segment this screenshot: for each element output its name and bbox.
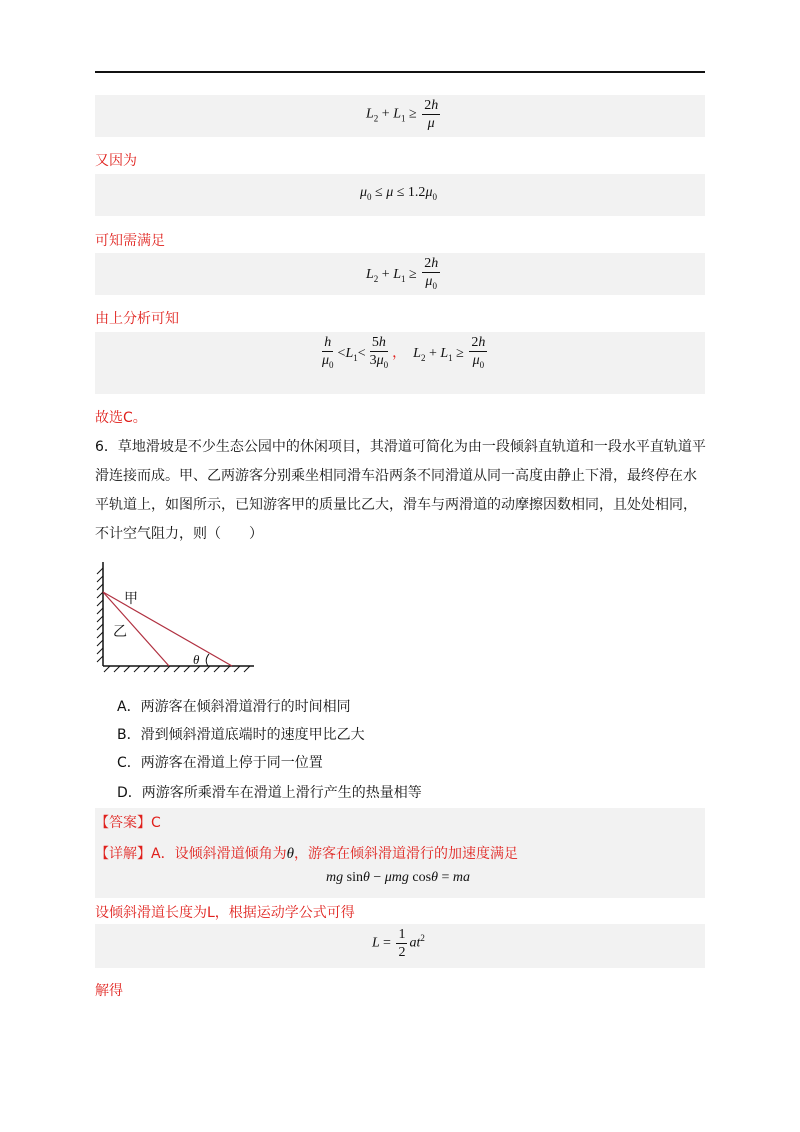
label-yi: 乙 (113, 624, 127, 640)
question-number: 6． (95, 439, 118, 455)
text-guxuan: 故选C。 (95, 410, 147, 426)
option-d: D．两游客所乘滑车在滑道上滑行产生的热量相等 (117, 785, 422, 801)
text-youyinwei: 又因为 (95, 153, 137, 169)
formula-accel: mg sinθ − μmg cosθ = ma (326, 870, 470, 885)
answer-detail: 【详解】A．设倾斜滑道倾角为θ，游客在倾斜滑道滑行的加速度满足 (95, 846, 518, 862)
option-b: B．滑到倾斜滑道底端时的速度甲比乙大 (117, 727, 365, 743)
answer-tag: 【答案】C (95, 815, 161, 831)
slope-figure (96, 560, 258, 675)
option-c: C．两游客在滑道上停于同一位置 (117, 755, 323, 771)
formula-2: $\mu_0 \le \mu \le 1.2\mu_0$ (360, 185, 437, 202)
question-body: 草地滑坡是不少生态公园中的休闲项目，其滑道可简化为由一段倾斜直轨道和一段水平直轨道平滑连接而成。甲、乙两游客分别乘坐相同滑车沿两条不同滑道从同一高度由静止下滑，最终停在水平轨道上，如图所示，已知游客甲的质量比乙大，滑车与两滑道的动摩擦因数相同，且处处相同，不计空气阻力，则（ ） (95, 439, 706, 542)
question-6-text (95, 433, 710, 549)
formula-1: $L_2 + L_1$ ≥ $\frac{2h}{\mu}$ (366, 98, 439, 131)
formula-length: L = $\frac{1}{2}$ $at^2$ (372, 927, 425, 960)
header-rule (95, 71, 705, 73)
text-youshangfenxi: 由上分析可知 (95, 311, 179, 327)
formula-3: $L_2 + L_1$ ≥ $\frac{2h}{\mu_0}$ (366, 256, 439, 291)
text-kezhixumanzu: 可知需满足 (95, 233, 165, 249)
option-a: A．两游客在倾斜滑道滑行的时间相同 (117, 699, 351, 715)
label-jia: 甲 (124, 591, 138, 607)
text-length: 设倾斜滑道长度为L，根据运动学公式可得 (95, 905, 355, 921)
formula-4: $\frac{h}{\mu_0}$ $<L_1<$ $\frac{5h}{3\mu_0}$ ， $L_2 + L_1$ ≥ $\frac{2h}{\mu_0}$ (322, 335, 486, 370)
text-jiede: 解得 (95, 983, 123, 999)
label-theta: θ (193, 652, 200, 667)
